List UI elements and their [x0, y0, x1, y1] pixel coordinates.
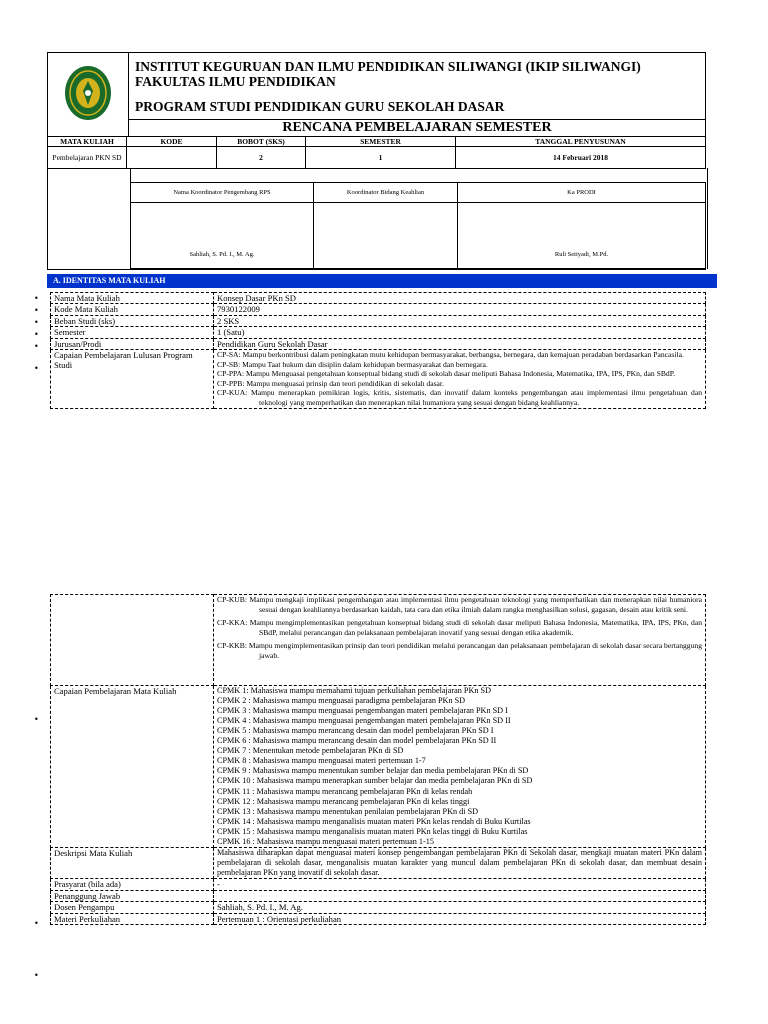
cpmk-item: CPMK 8 : Mahasiswa mampu menguasai materi pertemuan 1-7: [217, 756, 426, 766]
cpl-continuation-table: [50, 594, 706, 925]
cell-semester: 1: [306, 147, 456, 169]
institution-cell: [129, 53, 706, 120]
bullet: •: [34, 342, 39, 351]
identity-value: Pendidikan Guru Sekolah Dasar: [214, 338, 706, 349]
identity-value: Konsep Dasar PKn SD: [214, 293, 706, 304]
cpl-item: CP-SA: Mampu berkontribusi dalam peningkatan mutu kehidupan bermasyarakat, berbangsa, bernegara, dan kemajuan peradaban berdasarkan Pancasila.: [217, 350, 684, 360]
identity-label: Kode Mata Kuliah: [51, 304, 214, 315]
col-kode: KODE: [127, 137, 217, 147]
cpmk-item: CPMK 3 : Mahasiswa mampu menguasai pengembangan materi pembelajaran PKn SD I: [217, 705, 508, 715]
tail-value: [214, 890, 706, 901]
identity-row: [51, 315, 706, 326]
cpmk-item: CPMK 16 : Mahasiswa mampu menguasai materi pertemuan 1-15: [217, 836, 434, 846]
tail-label: Prasyarat (bila ada): [51, 879, 214, 890]
cpmk-item: CPMK 10 : Mahasiswa mampu menerapkan sumber belajar dan media pembelajaran PKn di SD: [217, 776, 533, 786]
cpmk-label: Capaian Pembelajaran Mata Kuliah: [51, 685, 214, 848]
deskripsi-label: Deskripsi Mata Kuliah: [51, 848, 214, 879]
cpl-row: [51, 350, 706, 409]
cell-bobot: 2: [217, 147, 306, 169]
identity-row: [51, 293, 706, 304]
deskripsi-row: [51, 848, 706, 879]
bullet: •: [34, 330, 39, 339]
identity-table: [50, 292, 706, 409]
col-bobot: BOBOT (SKS): [217, 137, 306, 147]
col-tanggal: TANGGAL PENYUSUNAN: [456, 137, 706, 147]
identity-row: [51, 327, 706, 338]
cpl-item: CP-PPB: Mampu menguasai prinsip dan teori pendidikan di sekolah dasar.: [217, 378, 444, 388]
col-semester: SEMESTER: [306, 137, 456, 147]
cpl-item: CP-KKA: Mampu mengimplementasikan pengetahuan konseptual bidang studi di sekolah dasar meliputi Bahasa Indonesia, Matematika, IPA, IPS, PKn, dan SBdP, melalui perancangan dan pelaksanaan pembelajaran inovatif yang sesuai dengan etika akademik.: [217, 618, 702, 637]
cpl-cont-content: [214, 595, 706, 686]
cpmk-item: CPMK 2 : Mahasiswa mampu menguasai paradigma pembelajaran PKn SD: [217, 695, 466, 705]
sig-header-kaprodi: Ka PRODI: [458, 183, 706, 203]
tail-row: [51, 890, 706, 901]
cpl-item: CP-KUB: Mampu mengkaji implikasi pengembangan atau implementasi ilmu pengetahuan teknologi yang memperhatikan dan menerapkan nilai humaniora sesuai dengan keahliannya berdasarkan kaidah, tata cara dan etika ilmiah dalam rangka menghasilkan solusi, gagasan, desain atau kritik seni.: [217, 595, 702, 614]
ikip-logo-icon: [63, 63, 113, 123]
cpl-label: Capaian Pembelajaran Lulusan Program Studi: [51, 350, 214, 409]
institution-name: INSTITUT KEGURUAN DAN ILMU PENDIDIKAN SILIWANGI (IKIP SILIWANGI): [135, 58, 641, 74]
cpmk-item: CPMK 14 : Mahasiswa mampu menganalisis muatan materi PKn kelas rendah di Buku Kurtilas: [217, 816, 531, 826]
tail-row: [51, 879, 706, 890]
bullet: •: [34, 971, 39, 980]
tail-label: Materi Perkuliahan: [51, 913, 214, 924]
tail-row: [51, 902, 706, 913]
cpmk-item: CPMK 12 : Mahasiswa mampu merancang pembelajaran PKn di kelas tinggi: [217, 796, 470, 806]
cpmk-item: CPMK 1: Mahasiswa mampu memahami tujuan perkuliahan pembelajaran PKn SD: [217, 685, 492, 695]
bullet: •: [34, 364, 39, 373]
cpmk-item: CPMK 6 : Mahasiswa mampu merancang desain dan model pembelajaran PKn SD II: [217, 736, 497, 746]
bullet: •: [34, 318, 39, 327]
cell-tanggal: 14 Februari 2018: [456, 147, 706, 169]
header-table: [47, 52, 706, 137]
cpl-item: CP-PPA: Mampu Menguasai pengetahuan konseptual bidang studi di sekolah dasar meliputi Bahasa Indonesia, Matematika, IPA, IPS, PKn, dan SBdP.: [217, 369, 675, 379]
cpl-item: CP-KUA: Mampu menerapkan pemikiran logis, kritis, sistematis, dan inovatif dalam konteks pengembangan atau implementasi ilmu pengetahuan dan teknologi yang memperhatikan dan menerapkan nilai humaniora yang sesuai dengan bidang keahliannya.: [217, 388, 702, 407]
frame-bottom: [47, 269, 706, 270]
col-mata-kuliah: MATA KULIAH: [48, 137, 127, 147]
identity-row: [51, 304, 706, 315]
cpmk-item: CPMK 5 : Mahasiswa mampu merancang desain dan model pembelajaran PKn SD I: [217, 725, 494, 735]
identity-label: Beban Studi (sks): [51, 315, 214, 326]
cpmk-item: CPMK 13 : Mahasiswa mampu menentukan penilaian pembelajaran PKn di SD: [217, 806, 479, 816]
identity-label: Semester: [51, 327, 214, 338]
sig-name-koordinator-bidang: [314, 203, 458, 269]
sig-name-kaprodi: Ruli Setiyadi, M.Pd.: [458, 203, 706, 269]
tail-label: Dosen Pengampu: [51, 902, 214, 913]
tail-value: Pertemuan 1 : Orientasi perkuliahan: [214, 913, 706, 924]
cpmk-row: [51, 685, 706, 848]
sig-header-koordinator-bidang: Koordinator Bidang Keahlian: [314, 183, 458, 203]
cell-mata-kuliah: Pembelajaran PKN SD: [48, 147, 127, 169]
cpmk-content: [214, 685, 706, 848]
cpmk-item: CPMK 9 : Mahasiswa mampu menentukan sumber belajar dan media pembelajaran PKn di SD: [217, 766, 529, 776]
faculty-name: FAKULTAS ILMU PENDIDIKAN: [135, 73, 336, 89]
bullet: •: [34, 306, 39, 315]
sig-name-koordinator-rps: Sahliah, S. Pd. I., M. Ag.: [131, 203, 314, 269]
tail-row: [51, 913, 706, 924]
logo-cell: [48, 53, 129, 137]
bullet: •: [34, 294, 39, 303]
identity-label: Jurusan/Prodi: [51, 338, 214, 349]
empty-label: [51, 595, 214, 686]
program-name: PROGRAM STUDI PENDIDIKAN GURU SEKOLAH DASAR: [135, 98, 505, 114]
cpmk-item: CPMK 4 : Mahasiswa mampu menguasai pengembangan materi pembelajaran PKn SD II: [217, 715, 511, 725]
signature-table: [130, 182, 706, 269]
identity-value: 7930122009: [214, 304, 706, 315]
tail-label: Penanggung Jawab: [51, 890, 214, 901]
section-a-heading: A. IDENTITAS MATA KULIAH: [47, 274, 717, 288]
cpl-content: [214, 350, 706, 409]
identity-label: Nama Mata Kuliah: [51, 293, 214, 304]
cell-kode: [127, 147, 217, 169]
cpl-item: CP-KKB: Mampu mengimplementasikan prinsip dan teori pendidikan melalui perancangan dan pelaksanaan pembelajaran di sekolah dasar secara bertanggung jawab.: [217, 641, 702, 660]
cpmk-item: CPMK 7 : Menentukan metode pembelajaran PKn di SD: [217, 746, 404, 756]
cpmk-item: CPMK 11 : Mahasiswa mampu merancang pembelajaran PKn di kelas rendah: [217, 786, 473, 796]
tail-value: Sahliah, S. Pd. I., M. Ag.: [214, 902, 706, 913]
sig-header-koordinator-rps: Nama Koordinator Pengembang RPS: [131, 183, 314, 203]
tail-value: -: [214, 879, 706, 890]
course-table: [47, 136, 706, 169]
cpl-item: CP-SB: Mampu Taat hukum dan disiplin dalam kehidupan bermasyarakat dan bernegara.: [217, 359, 488, 369]
identity-row: [51, 338, 706, 349]
identity-value: 2 SKS: [214, 315, 706, 326]
deskripsi-content: Mahasiswa diharapkan dapat menguasai materi konsep pengembangan pembelajaran PKn di Sekolah dasar, mengkaji muatan materi PKn dalam pembelajaran di sekolah dasar, menganalisis muatan karakter yang muncul dalam pembelajaran PKn di sekolah dasar, dan membuat desain pembelajaran PKn yang inovatif di sekolah dasar.: [214, 848, 706, 879]
doc-title: RENCANA PEMBELAJARAN SEMESTER: [129, 120, 706, 137]
bullet: •: [34, 715, 39, 724]
cpmk-item: CPMK 15 : Mahasiswa mampu menganalisis muatan materi PKn kelas tinggi di Buku Kurtilas: [217, 826, 528, 836]
bullet: •: [34, 919, 39, 928]
identity-value: 1 (Satu): [214, 327, 706, 338]
